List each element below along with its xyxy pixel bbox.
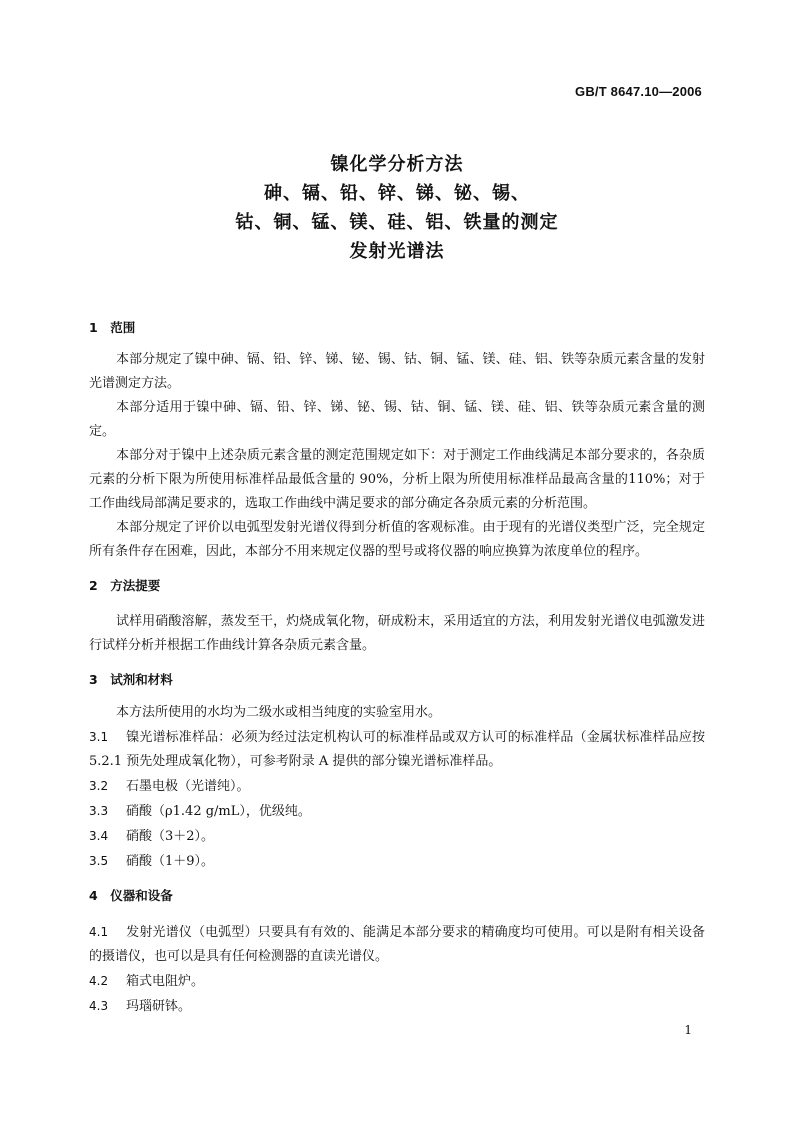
list-item [89,774,705,799]
item-text: 硝酸（1＋9）。 [126,854,215,869]
item-number: 3.1 [89,730,109,744]
title-line-2: 砷、镉、铅、锌、锑、铋、锡、 [264,183,530,204]
list-item [89,799,705,824]
item-number: 3.4 [89,829,109,843]
document-body [89,316,705,1019]
list-item [89,969,705,994]
item-text: 硝酸（3＋2）。 [126,829,215,844]
item-text: 硝酸（ρ1.42 g/mL），优级纯。 [126,804,311,819]
item-number: 4.2 [89,974,109,988]
item-text: 镍光谱标准样品：必须为经过法定机构认可的标准样品或双方认可的标准样品（金属状标准样品应按 5.2.1 预先处理成氧化物），可参考附录 A 提供的部分镍光谱标准样品。 [89,730,705,769]
title-line-3: 钴、铜、锰、镁、硅、铝、铁量的测定 [235,212,559,233]
section-1-paragraph-1: 本部分规定了镍中砷、镉、铅、锌、锑、铋、锡、钴、铜、锰、镁、硅、铝、铁等杂质元素含量的发射光谱测定方法。 [89,352,705,391]
item-number: 3.3 [89,804,109,818]
list-item [89,849,705,874]
section-2-heading: 2 方法提要 [89,578,161,593]
item-text: 玛瑙研钵。 [126,999,192,1014]
section-1-paragraph-4: 本部分规定了评价以电弧型发射光谱仪得到分析值的客观标准。由于现有的光谱仪类型广泛，完全规定所有条件存在困难，因此，本部分不用来规定仪器的型号或将仪器的响应换算为浓度单位的程序。 [89,520,705,559]
item-number: 3.2 [89,779,109,793]
list-item [89,725,705,774]
list-item [89,920,705,969]
item-number: 4.3 [89,999,109,1013]
section-3-heading: 3 试剂和材料 [89,672,173,687]
list-item [89,994,705,1019]
item-number: 4.1 [89,925,109,939]
section-1-paragraph-2: 本部分适用于镍中砷、镉、铅、锌、锑、铋、锡、钴、铜、锰、镁、硅、铝、铁等杂质元素含量的测定。 [89,400,705,439]
item-text: 石墨电极（光谱纯）。 [126,779,250,794]
section-4-heading: 4 仪器和设备 [89,888,173,903]
item-text: 箱式电阻炉。 [126,974,205,989]
section-1-heading: 1 范围 [89,320,136,335]
title-line-4: 发射光谱法 [349,241,445,262]
document-title [0,150,794,266]
title-line-1: 镍化学分析方法 [330,154,464,175]
item-text: 发射光谱仪（电弧型）只要具有有效的、能满足本部分要求的精确度均可使用。可以是附有相关设备的摄谱仪，也可以是具有任何检测器的直读光谱仪。 [89,925,705,964]
section-3-paragraph-1: 本方法所使用的水均为二级水或相当纯度的实验室用水。 [116,705,442,720]
list-item [89,824,705,849]
item-number: 3.5 [89,854,109,868]
standard-number: GB/T 8647.10—2006 [575,84,702,99]
section-2-paragraph-1: 试样用硝酸溶解，蒸发至干，灼烧成氧化物，研成粉末，采用适宜的方法，利用发射光谱仪电弧激发进行试样分析并根据工作曲线计算各杂质元素含量。 [89,614,705,653]
page-number: 1 [684,1023,692,1037]
section-1-paragraph-3: 本部分对于镍中上述杂质元素含量的测定范围规定如下：对于测定工作曲线满足本部分要求的，各杂质元素的分析下限为所使用标准样品最低含量的 90%，分析上限为所使用标准样品最高含量的110%；对于工作曲线局部满足要求的，选取工作曲线中满足要求的部分确定各杂质元素的分析范围。 [89,448,705,511]
